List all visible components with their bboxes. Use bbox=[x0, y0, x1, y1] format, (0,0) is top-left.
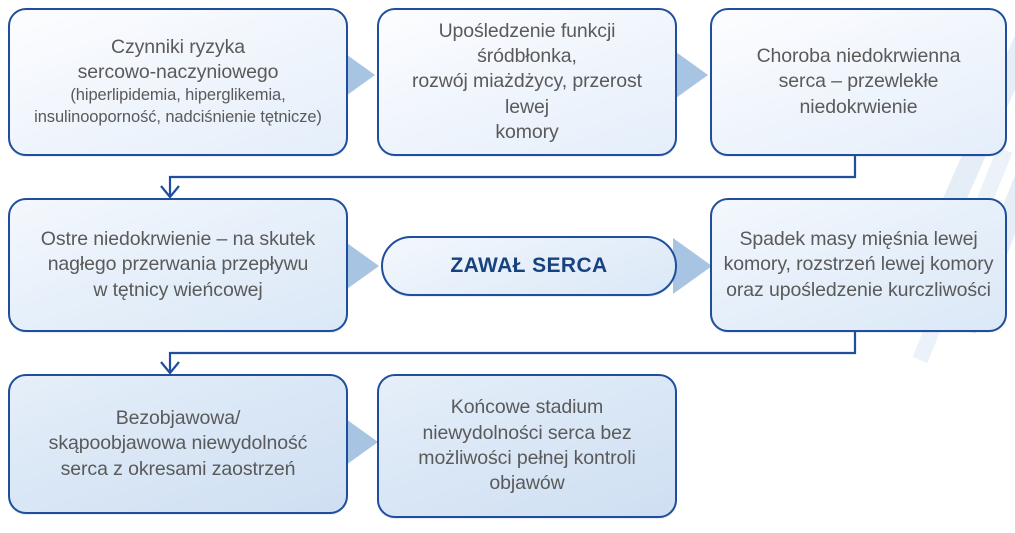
node-asymptomatic-heart-failure-line1: Bezobjawowa/ bbox=[115, 406, 241, 429]
node-lv-mass-loss-text bbox=[714, 227, 1004, 303]
node-lv-mass-loss[interactable] bbox=[710, 198, 1007, 332]
elbow-row1-arrowhead bbox=[161, 186, 179, 197]
node-acute-ischemia-line1: Ostre niedokrwienie – na skutek bbox=[40, 227, 316, 250]
node-acute-ischemia-line2: nagłego przerwania przepływu bbox=[47, 253, 309, 276]
arrow-right-icon-r2b bbox=[673, 238, 712, 294]
node-myocardial-infarction[interactable] bbox=[381, 236, 677, 296]
node-acute-ischemia-line3: w tętnicy wieńcowej bbox=[93, 278, 263, 301]
node-end-stage-heart-failure[interactable] bbox=[377, 374, 677, 518]
node-lv-mass-loss-line2: komory, rozstrzeń lewej komory bbox=[723, 253, 994, 276]
node-risk-factors-sub2: insulinooporność, nadciśnienie tętnicze) bbox=[34, 108, 322, 127]
node-risk-factors-text bbox=[24, 35, 332, 130]
node-end-stage-heart-failure-line3: możliwości pełnej kontroli bbox=[418, 447, 636, 469]
node-ischemic-heart-disease-line3: niedokrwienie bbox=[799, 95, 918, 118]
node-end-stage-heart-failure-line1: Końcowe stadium bbox=[450, 396, 604, 419]
node-end-stage-heart-failure-line4: objawów bbox=[489, 472, 565, 495]
node-end-stage-heart-failure-line2: niewydolności serca bez bbox=[422, 421, 632, 444]
node-risk-factors[interactable] bbox=[8, 8, 348, 156]
node-risk-factors-line1: Czynniki ryzyka bbox=[111, 35, 245, 58]
node-lv-mass-loss-line3: oraz upośledzenie kurczliwości bbox=[726, 278, 991, 301]
node-risk-factors-line2: sercowo-naczyniowego bbox=[77, 61, 279, 84]
node-endothelial-dysfunction-line2: rozwój miażdżycy, przerost lewej bbox=[411, 70, 642, 118]
node-end-stage-heart-failure-text bbox=[408, 395, 645, 496]
node-ischemic-heart-disease[interactable] bbox=[710, 8, 1007, 156]
node-endothelial-dysfunction-line1: Upośledzenie funkcji śródbłonka, bbox=[438, 19, 616, 67]
node-ischemic-heart-disease-line1: Choroba niedokrwienna bbox=[756, 44, 961, 67]
node-asymptomatic-heart-failure[interactable] bbox=[8, 374, 348, 514]
node-endothelial-dysfunction-line3: komory bbox=[495, 121, 559, 144]
node-endothelial-dysfunction[interactable] bbox=[377, 8, 677, 156]
node-asymptomatic-heart-failure-line3: serca z okresami zaostrzeń bbox=[60, 457, 296, 480]
elbow-row2-arrowhead bbox=[161, 362, 179, 373]
node-myocardial-infarction-text bbox=[440, 252, 617, 279]
node-ischemic-heart-disease-line2: serca – przewlekłe bbox=[778, 70, 939, 93]
elbow-row2-to-row3-path bbox=[170, 332, 855, 372]
node-asymptomatic-heart-failure-line2: skąpoobjawowa niewydolność bbox=[48, 432, 308, 455]
node-ischemic-heart-disease-text bbox=[747, 44, 971, 120]
node-myocardial-infarction-label: ZAWAŁ SERCA bbox=[450, 254, 608, 278]
elbow-row1-to-row2-path bbox=[170, 156, 855, 196]
node-lv-mass-loss-line1: Spadek masy mięśnia lewej bbox=[739, 227, 978, 250]
node-endothelial-dysfunction-text bbox=[379, 19, 675, 146]
node-asymptomatic-heart-failure-text bbox=[39, 406, 318, 482]
node-acute-ischemia-text bbox=[31, 227, 325, 303]
node-acute-ischemia[interactable] bbox=[8, 198, 348, 332]
node-risk-factors-sub1: (hiperlipidemia, hiperglikemia, bbox=[70, 86, 286, 105]
